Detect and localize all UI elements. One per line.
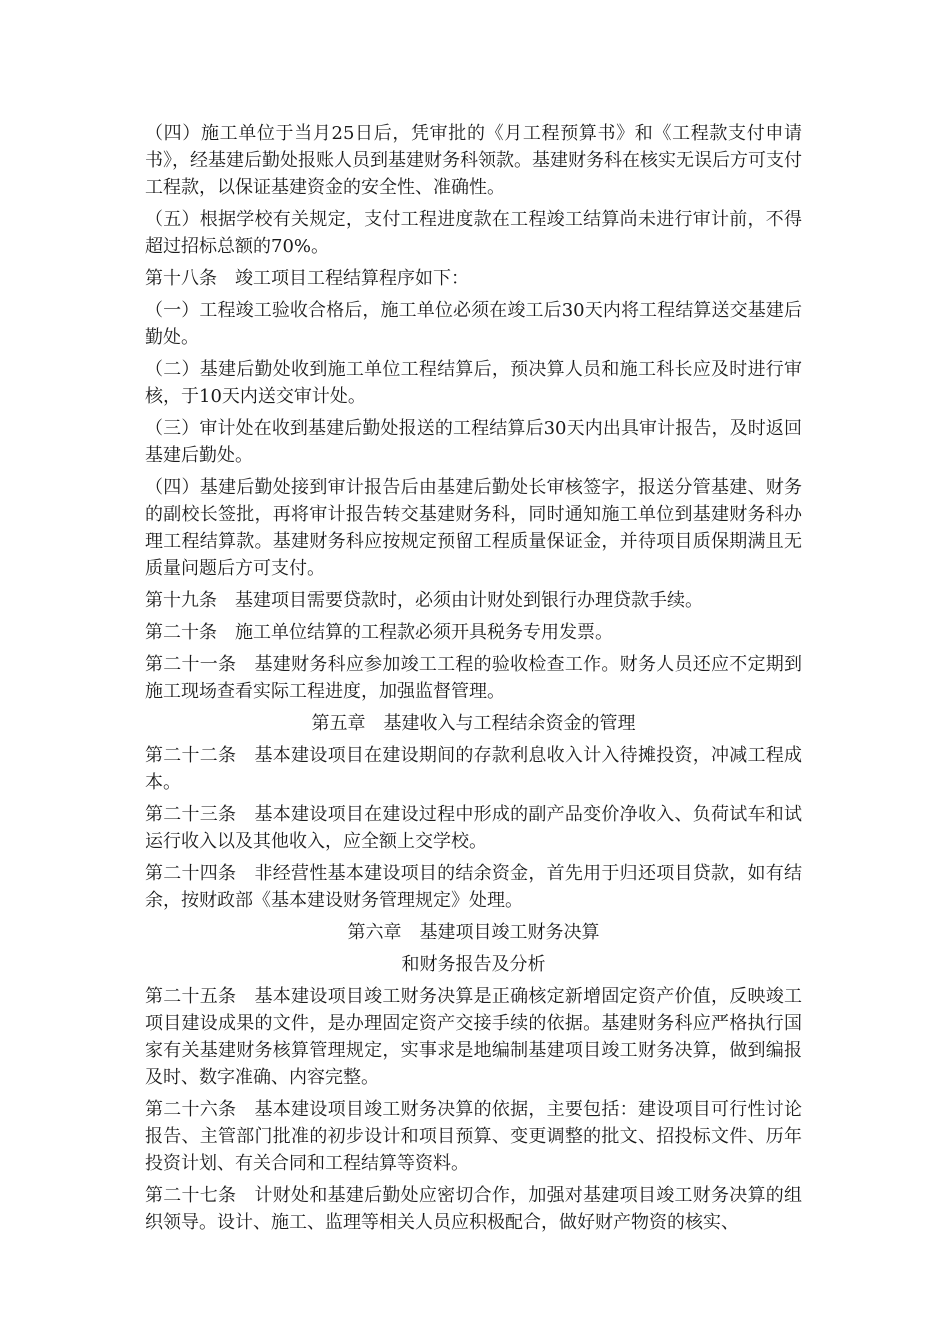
- article-23: 第二十三条 基本建设项目在建设过程中形成的副产品变价净收入、负荷试车和试运行收入以及其他收入，应全额上交学校。: [145, 804, 802, 852]
- article-26: 第二十六条 基本建设项目竣工财务决算的依据，主要包括：建设项目可行性讨论报告、主管部门批准的初步设计和项目预算、变更调整的批文、招投标文件、历年投资计划、有关合同和工程结算等资料。: [145, 1099, 802, 1174]
- article-20: 第二十条 施工单位结算的工程款必须开具税务专用发票。: [145, 622, 613, 643]
- paragraph: （二）基建后勤处收到施工单位工程结算后，预决算人员和施工科长应及时进行审核，于10天内送交审计处。: [145, 359, 802, 407]
- article-19: 第十九条 基建项目需要贷款时，必须由计财处到银行办理贷款手续。: [145, 590, 703, 611]
- paragraph: （一）工程竣工验收合格后，施工单位必须在竣工后30天内将工程结算送交基建后勤处。: [145, 300, 802, 348]
- article-24: 第二十四条 非经营性基本建设项目的结余资金，首先用于归还项目贷款，如有结余，按财政部《基本建设财务管理规定》处理。: [145, 863, 802, 911]
- chapter-6-heading: 第六章 基建项目竣工财务决算: [347, 922, 600, 943]
- paragraph: （四）施工单位于当月25日后，凭审批的《月工程预算书》和《工程款支付申请书》，经基建后勤处报账人员到基建财务科领款。基建财务科在核实无误后方可支付工程款，以保证基建资金的安全性、准确性。: [145, 123, 802, 198]
- article-25: 第二十五条 基本建设项目竣工财务决算是正确核定新增固定资产价值，反映竣工项目建设成果的文件，是办理固定资产交接手续的依据。基建财务科应严格执行国家有关基建财务核算管理规定，实事求是地编制基建项目竣工财务决算，做到编报及时、数字准确、内容完整。: [145, 986, 802, 1088]
- paragraph: （三）审计处在收到基建后勤处报送的工程结算后30天内出具审计报告，及时返回基建后勤处。: [145, 418, 802, 466]
- paragraph: （四）基建后勤处接到审计报告后由基建后勤处长审核签字，报送分管基建、财务的副校长签批，再将审计报告转交基建财务科，同时通知施工单位到基建财务科办理工程结算款。基建财务科应按规定预留工程质量保证金，并待项目质保期满且无质量问题后方可支付。: [145, 477, 802, 579]
- chapter-6-heading-line2: 和财务报告及分析: [401, 954, 546, 975]
- paragraph: （五）根据学校有关规定，支付工程进度款在工程竣工结算尚未进行审计前，不得超过招标总额的70%。: [145, 209, 802, 257]
- article-27: 第二十七条 计财处和基建后勤处应密切合作，加强对基建项目竣工财务决算的组织领导。设计、施工、监理等相关人员应积极配合，做好财产物资的核实、: [145, 1185, 802, 1233]
- article-18: 第十八条 竣工项目工程结算程序如下：: [145, 268, 469, 289]
- article-21: 第二十一条 基建财务科应参加竣工工程的验收检查工作。财务人员还应不定期到施工现场查看实际工程进度，加强监督管理。: [145, 654, 802, 702]
- article-22: 第二十二条 基本建设项目在建设期间的存款利息收入计入待摊投资，冲减工程成本。: [145, 745, 802, 793]
- chapter-5-heading: 第五章 基建收入与工程结余资金的管理: [311, 713, 636, 734]
